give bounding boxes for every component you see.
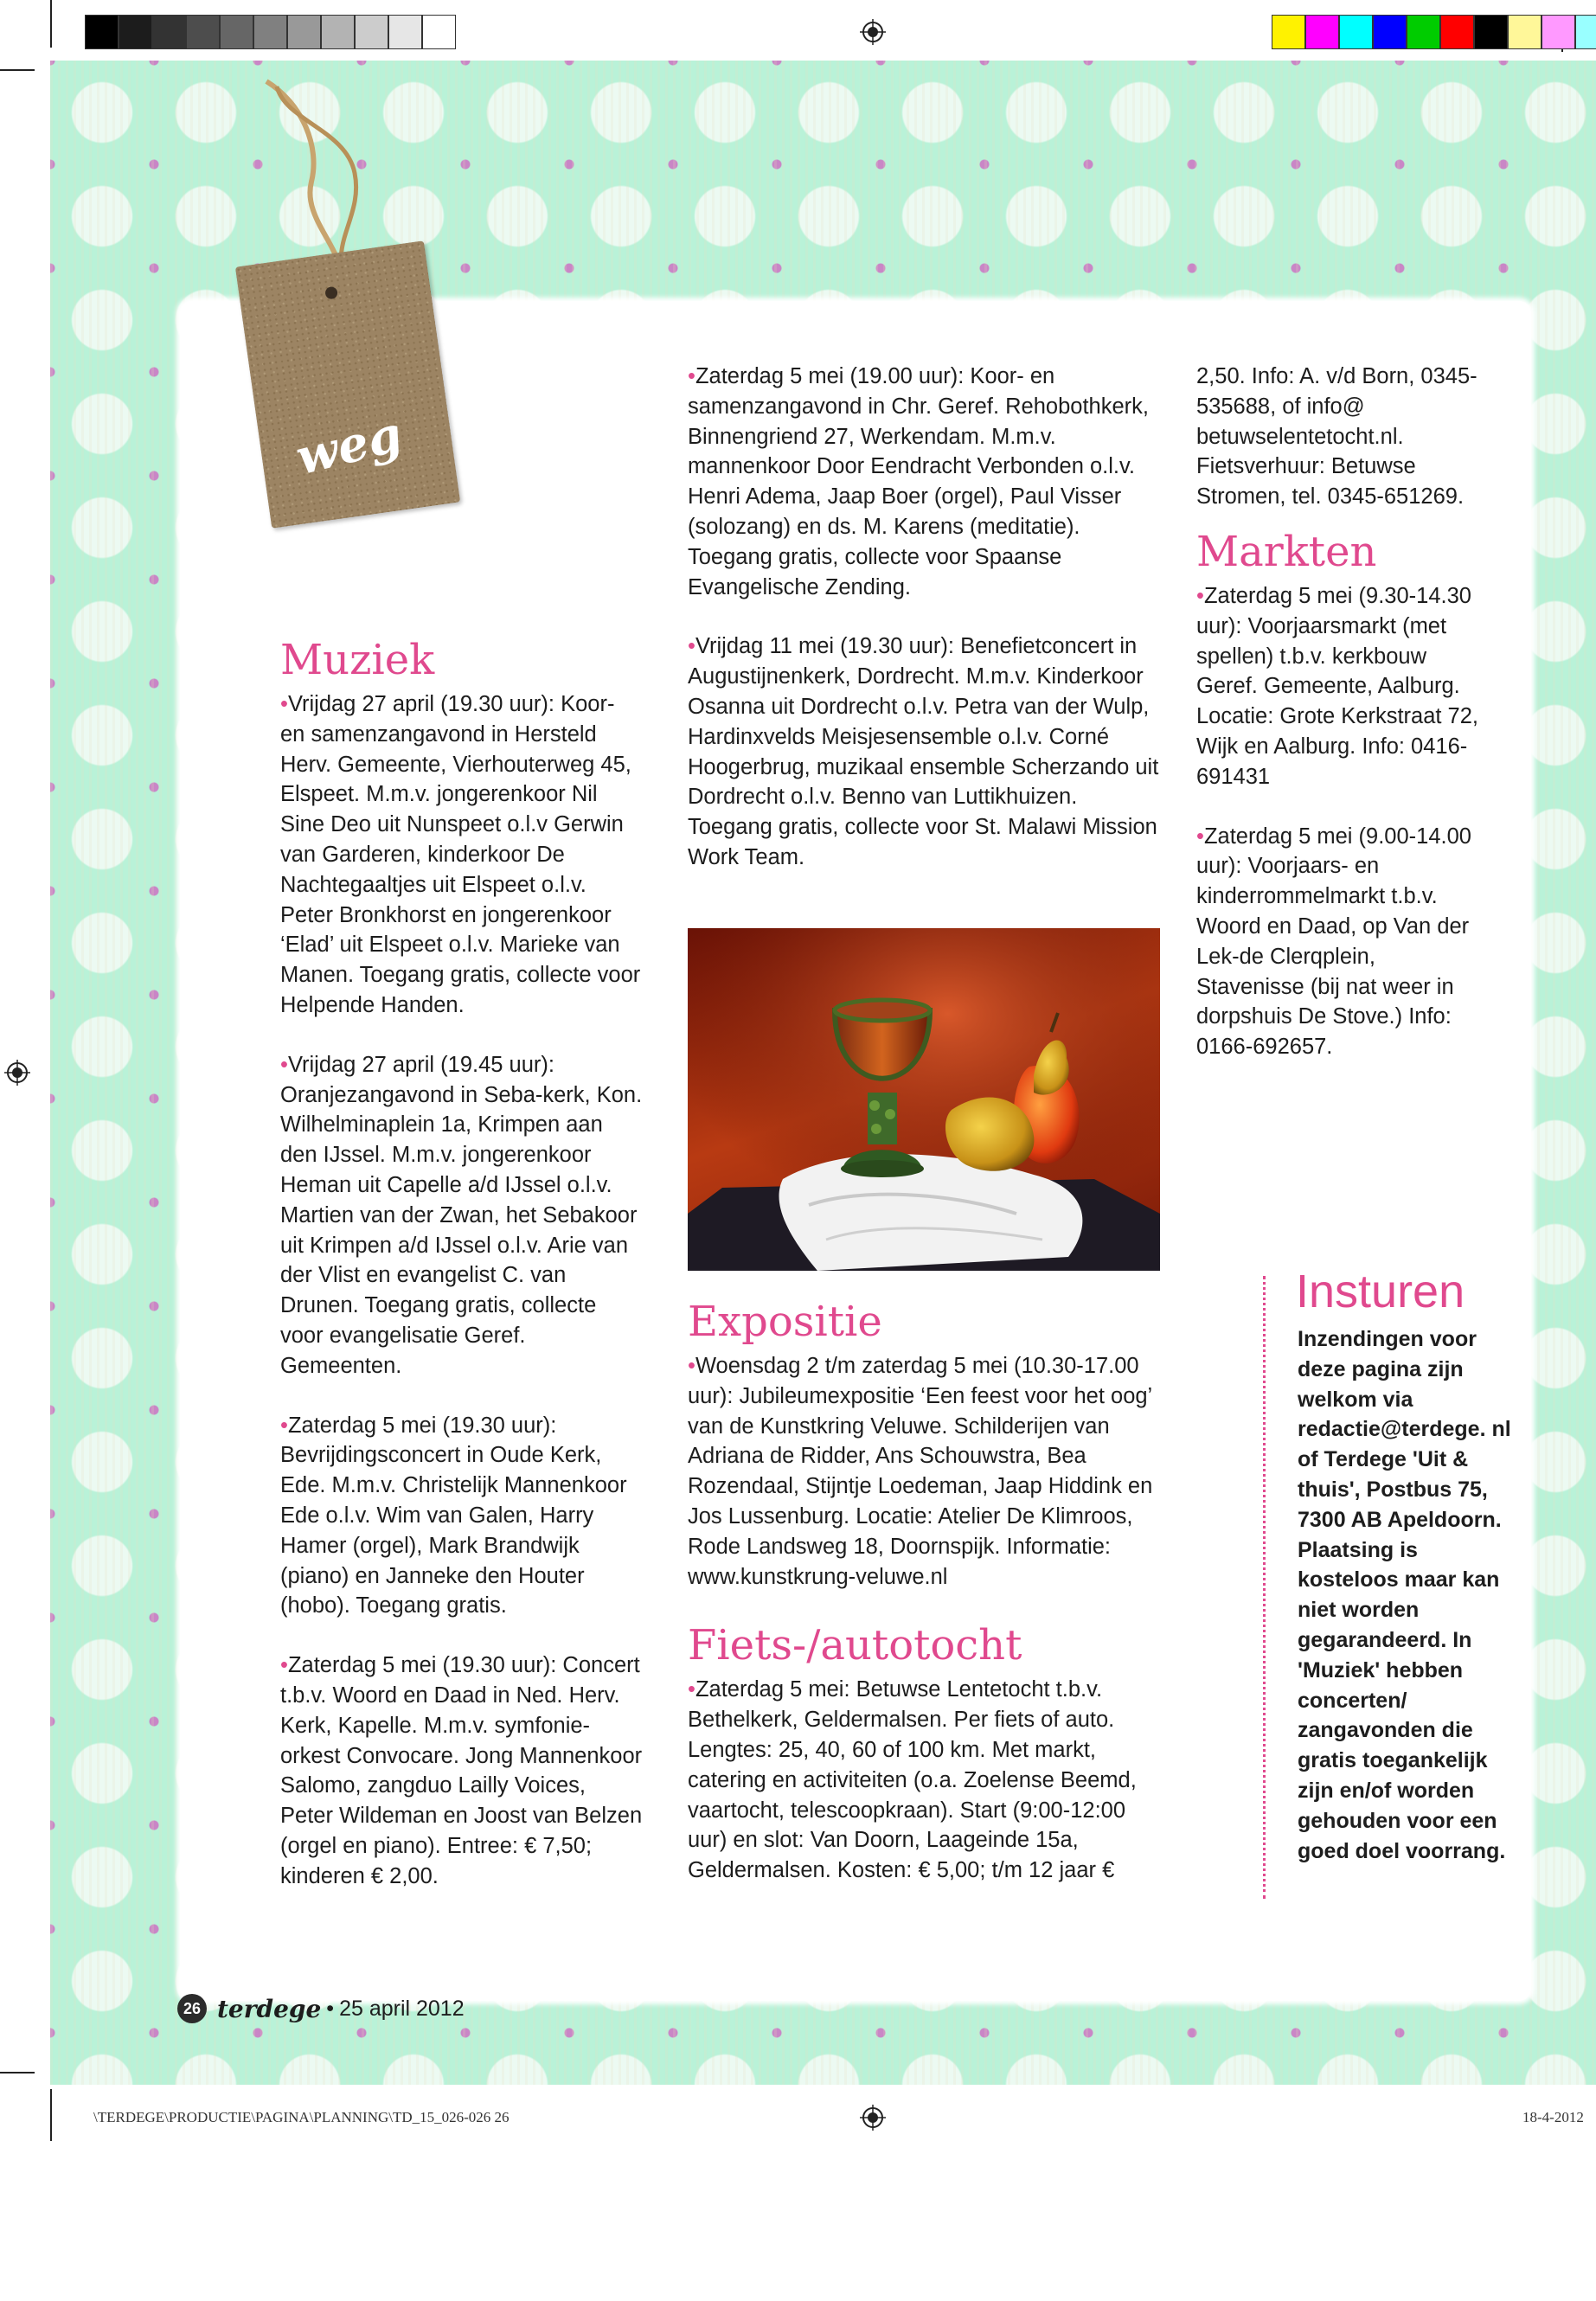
list-item: •Zaterdag 5 mei (19.00 uur): Koor- en samenzangavond in Chr. Geref. Rehobothkerk, Binnengriend 27, Werkendam. M.m.v. mannenkoor Door Eendracht Verbonden o.l.v. Henri Adema, Jaap Boer (orgel), Paul Visser (solozang) en ds. M. Karens (meditatie). Toegang gratis, collecte voor Spaanse Evangelische Zending. xyxy=(688,364,1149,599)
color-bar xyxy=(1272,15,1596,49)
heading-markten: Markten xyxy=(1196,527,1377,576)
crop-mark xyxy=(0,69,35,71)
dotted-divider xyxy=(1263,1276,1266,1899)
registration-mark-icon xyxy=(860,19,886,45)
list-item: •Zaterdag 5 mei (9.00-14.00 uur): Voorjaars- en kinderrommelmarkt t.b.v. Woord en Daad, op Van der Lek-de Clerqplein, Stavenisse (bij nat weer in dorpshuis De Stove.) Info: 0166-692657. xyxy=(1196,824,1471,1060)
insturen-text: Inzendingen voor deze pagina zijn welkom via redactie@terdege. nl of Terdege 'Uit & thuis', Postbus 75, 7300 AB Apeldoorn. Plaatsing is kosteloos maar kan niet worden gegarandeerd. In 'Muziek' hebben concerten/ zangavonden die gratis toegankelijk zijn en/of worden gehouden voor een goed doel voorrang. xyxy=(1298,1327,1511,1863)
heading-fiets-autotocht: Fiets-/autotocht xyxy=(688,1621,1022,1670)
registration-mark-icon xyxy=(4,1060,30,1086)
bullet-icon: • xyxy=(688,1354,695,1378)
list-item: •Zaterdag 5 mei (19.30 uur): Bevrijdingsconcert in Oude Kerk, Ede. M.m.v. Christelijk Mannenkoor Ede o.l.v. Wim van Galen, Harry Hamer (orgel), Mark Brandwijk (piano) en Janneke den Houter (hobo). Toegang gratis. xyxy=(280,1413,627,1618)
still-life-painting xyxy=(688,928,1160,1271)
list-item: •Vrijdag 11 mei (19.30 uur): Benefietconcert in Augustijnenkerk, Dordrecht. M.m.v. Kinderkoor Osanna uit Dordrecht o.l.v. Petra van der Wulp, Hardinxvelds Meisjesensemble o.l.v. Corné Hoogerbrug, muzikaal ensemble Scherzando uit Dordrecht o.l.v. Benno van Luttikhuizen. Toegang gratis, collecte voor St. Malawi Mission Work Team. xyxy=(688,634,1159,869)
printer-date: 18-4-2012 xyxy=(1522,2109,1584,2125)
continuation-text: 2,50. Info: A. v/d Born, 0345-535688, of info@ betuwselentetocht.nl. Fietsverhuur: Betuwse Stromen, tel. 0345-651269. xyxy=(1196,364,1477,510)
issue-date: 25 april 2012 xyxy=(339,1996,465,2021)
bullet-icon: • xyxy=(280,692,288,716)
bullet-icon: • xyxy=(1196,824,1204,849)
insturen-box xyxy=(1263,1267,1522,1866)
printer-slug: \TERDEGE\PRODUCTIE\PAGINA\PLANNING\TD_15_026-026 26 xyxy=(93,2109,510,2125)
bullet-icon: • xyxy=(280,1653,288,1678)
kraft-tag xyxy=(235,240,460,529)
column-middle-bottom xyxy=(688,1298,1163,1915)
column-middle-top xyxy=(688,362,1163,902)
bullet-icon: • xyxy=(280,1413,288,1438)
bullet-icon: • xyxy=(688,634,695,659)
registration-mark-icon xyxy=(860,2105,886,2131)
bullet-icon: • xyxy=(280,1052,288,1077)
list-item: •Zaterdag 5 mei: Betuwse Lentetocht t.b.v. Bethelkerk, Geldermalsen. Per fiets of auto. Lengtes: 25, 40, 60 of 100 km. Met markt, catering en activiteiten (o.a. Zoelense Beemd, vaartocht, telescoopkraan). Start (9:00-12:00 uur) en slot: Van Doorn, Laageinde 15a, Geldermalsen. Kosten: € 5,00; t/m 12 jaar € xyxy=(688,1677,1137,1883)
still-life-image xyxy=(688,928,1160,1271)
heading-muziek: Muziek xyxy=(280,636,435,684)
heading-expositie: Expositie xyxy=(688,1298,882,1346)
heading-insturen: Insturen xyxy=(1296,1266,1465,1317)
column-muziek xyxy=(280,636,644,1920)
list-item: •Vrijdag 27 april (19.45 uur): Oranjezangavond in Seba-kerk, Kon. Wilhelminaplein 1a, Krimpen aan den IJssel. M.m.v. jongerenkoor Heman uit Capelle a/d IJssel o.l.v. Martien van der Zwan, het Sebakoor uit Krimpen a/d IJssel o.l.v. Arie van der Vlist en evangelist C. van Drunen. Toegang gratis, collecte voor evangelisatie Geref. Gemeenten. xyxy=(280,1052,643,1378)
column-right xyxy=(1196,362,1482,1092)
page-number: 26 xyxy=(177,1994,207,2023)
brand-logo: terdege xyxy=(217,1994,322,2023)
tag-hole xyxy=(324,286,338,300)
page-footer xyxy=(177,1994,465,2023)
crop-mark xyxy=(50,2089,52,2141)
list-item: •Woensdag 2 t/m zaterdag 5 mei (10.30-17.00 uur): Jubileumexpositie ‘Een feest voor het oog’ van de Kunstkring Veluwe. Schilderijen van Adriana de Ridder, Ans Schouwstra, Bea Rozendaal, Stijntje Loedeman, Jaap Hiddink en Jos Lussenburg. Locatie: Atelier De Klimroos, Rode Landsweg 18, Doornspijk. Informatie: www.kunstkrung-veluwe.nl xyxy=(688,1354,1153,1589)
bullet-icon: • xyxy=(688,1677,695,1702)
grayscale-bar xyxy=(85,15,456,49)
bullet-icon: • xyxy=(1196,583,1204,608)
bullet-icon: • xyxy=(688,364,695,388)
crop-mark xyxy=(50,0,52,48)
footer-separator: • xyxy=(326,1996,335,2021)
list-item: •Zaterdag 5 mei (9.30-14.30 uur): Voorjaarsmarkt (met spellen) t.b.v. kerkbouw Geref. Gemeente, Aalburg. Locatie: Grote Kerkstraat 72, Wijk en Aalburg. Info: 0416-691431 xyxy=(1196,583,1478,789)
list-item: •Zaterdag 5 mei (19.30 uur): Concert t.b.v. Woord en Daad in Ned. Herv. Kerk, Kapelle. M.m.v. symfonie-orkest Convocare. Jong Mannenkoor Salomo, zangduo Lailly Voices, Peter Wildeman en Joost van Belzen (orgel en piano). Entree: € 7,50; kinderen € 2,00. xyxy=(280,1653,643,1888)
list-item: •Vrijdag 27 april (19.30 uur): Koor- en samenzangavond in Hersteld Herv. Gemeente, Vierhouterweg 45, Elspeet. M.m.v. jongerenkoor Nil Sine Deo uit Nunspeet o.l.v Gerwin van Garderen, kinderkoor De Nachtegaaltjes uit Elspeet o.l.v. Peter Bronkhorst en jongerenkoor ‘Elad’ uit Elspeet o.l.v. Marieke van Manen. Toegang gratis, collecte voor Helpende Handen. xyxy=(280,692,641,1017)
tag-word: weg xyxy=(290,405,408,487)
crop-mark xyxy=(0,2072,35,2073)
